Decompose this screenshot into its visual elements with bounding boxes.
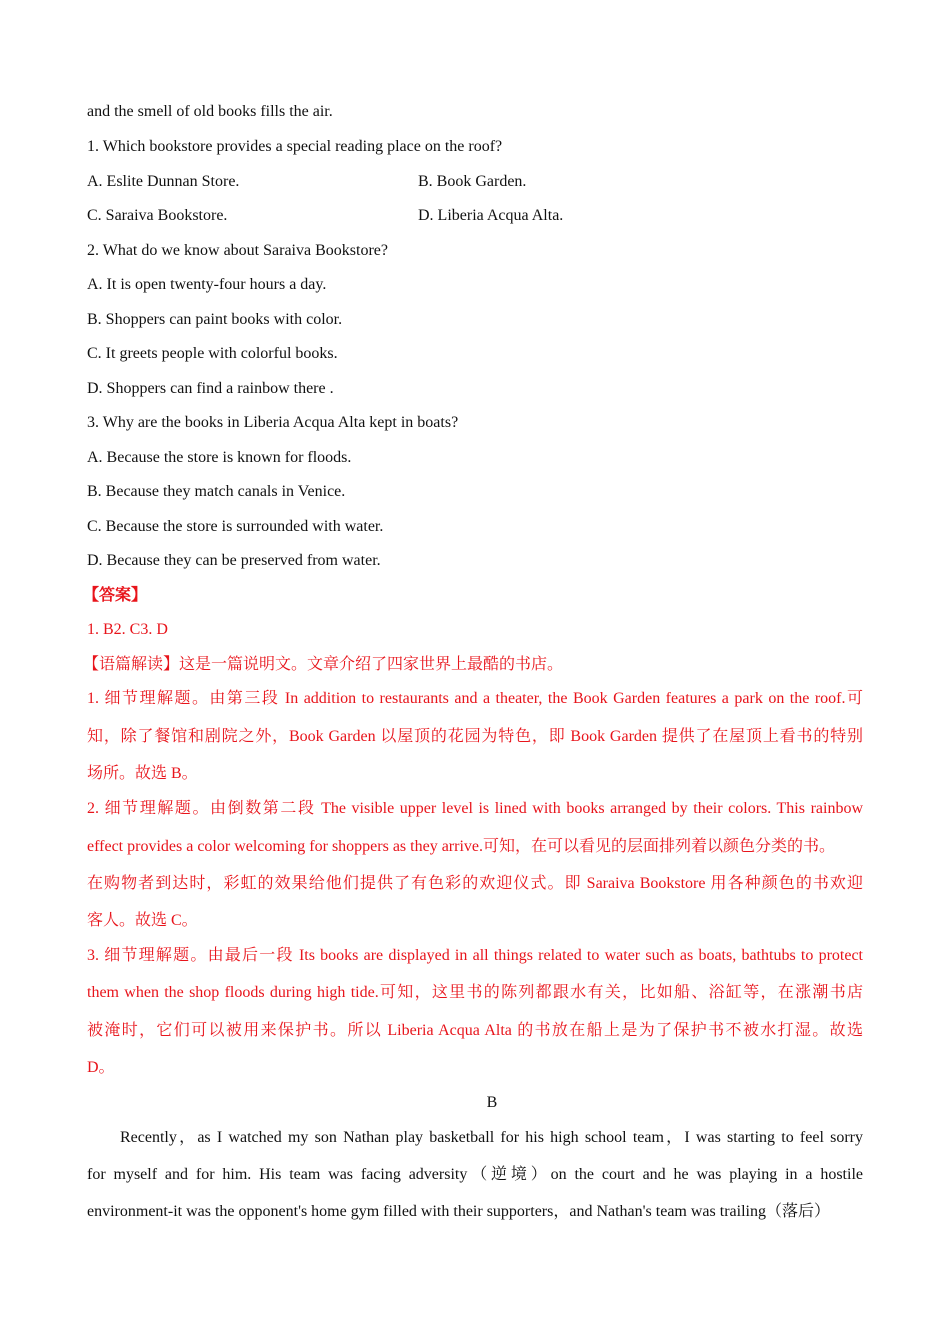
question-2-option-c: C. It greets people with colorful books.: [87, 345, 338, 362]
question-3-option-b: B. Because they match canals in Venice.: [87, 483, 346, 500]
explanation-2-line-2: effect provides a color welcoming for shoppers as they arrive.可知，在可以看见的层面排列着以颜色分类的书。: [87, 838, 836, 855]
question-1-option-d: D. Liberia Acqua Alta.: [418, 207, 564, 224]
section-label: B: [486, 1094, 498, 1111]
question-2-option-b: B. Shoppers can paint books with color.: [87, 311, 343, 328]
analysis-intro: 【语篇解读】这是一篇说明文。文章介绍了四家世界上最酷的书店。: [83, 656, 564, 673]
answer-key: 1. B2. C3. D: [87, 621, 168, 638]
passage-tail: and the smell of old books fills the air.: [87, 103, 333, 120]
question-3-option-c: C. Because the store is surrounded with water.: [87, 518, 384, 535]
passage-b-line-3: environment-it was the opponent's home gym filled with their supporters，and Nathan's team was trailing（落后）: [87, 1203, 830, 1220]
question-3-option-d: D. Because they can be preserved from water.: [87, 552, 381, 569]
question-2-option-a: A. It is open twenty-four hours a day.: [87, 276, 327, 293]
question-1-stem: 1. Which bookstore provides a special reading place on the roof?: [87, 138, 503, 155]
passage-b-line-1: Recently，as I watched my son Nathan play basketball for his high school team，I was starting to feel sorry: [120, 1129, 864, 1146]
question-2-stem: 2. What do we know about Saraiva Bookstore?: [87, 242, 388, 259]
explanation-3-line-3: 被淹时，它们可以被用来保护书。所以 Liberia Acqua Alta 的书放在船上是为了保护书不被水打湿。故选: [87, 1022, 863, 1039]
passage-b-line-2: for myself and for him. His team was facing adversity（逆境）on the court and he was playing in a hostile: [87, 1166, 863, 1183]
explanation-3-line-2: them when the shop floods during high tide.可知，这里书的陈列都跟水有关，比如船、浴缸等，在涨潮书店: [87, 984, 863, 1001]
explanation-2-line-4: 客人。故选 C。: [87, 912, 198, 929]
question-1-option-b: B. Book Garden.: [418, 173, 527, 190]
explanation-1-line-2: 知，除了餐馆和剧院之外，Book Garden 以屋顶的花园为特色，即 Book Garden 提供了在屋顶上看书的特别: [87, 728, 863, 745]
explanation-2-line-3: 在购物者到达时，彩虹的效果给他们提供了有色彩的欢迎仪式。即 Saraiva Bookstore 用各种颜色的书欢迎: [87, 875, 863, 892]
question-2-option-d: D. Shoppers can find a rainbow there .: [87, 380, 334, 397]
explanation-1-line-3: 场所。故选 B。: [87, 765, 198, 782]
explanation-3-line-1: 3. 细节理解题。由最后一段 Its books are displayed in all things related to water such as boats, bathtubs to protect: [87, 947, 863, 964]
question-3-option-a: A. Because the store is known for floods.: [87, 449, 352, 466]
explanation-1-line-1: 1. 细节理解题。由第三段 In addition to restaurants and a theater, the Book Garden features a park on the roof.可: [87, 690, 863, 707]
explanation-3-line-4: D。: [87, 1059, 115, 1076]
answer-heading: 【答案】: [83, 587, 148, 604]
question-1-option-c: C. Saraiva Bookstore.: [87, 207, 228, 224]
explanation-2-line-1: 2. 细节理解题。由倒数第二段 The visible upper level is lined with books arranged by their colors. This rainbow: [87, 800, 863, 817]
question-1-option-a: A. Eslite Dunnan Store.: [87, 173, 240, 190]
question-3-stem: 3. Why are the books in Liberia Acqua Alta kept in boats?: [87, 414, 459, 431]
